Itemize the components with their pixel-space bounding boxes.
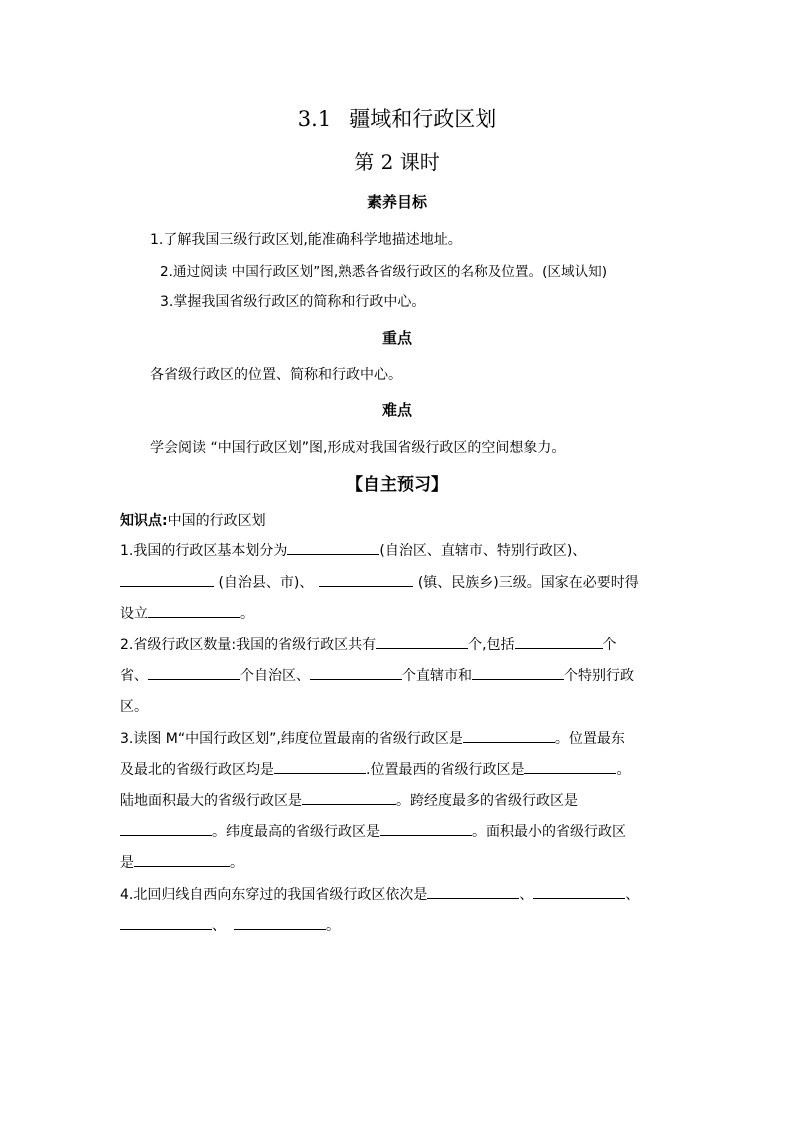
difficulty-text: 学会阅读 “中国行政区划”图,形成对我国省级行政区的空间想象力。 (150, 440, 566, 456)
answer-blank[interactable] (120, 574, 214, 587)
question-text: 、 (212, 918, 226, 934)
question-text: 是 (120, 855, 134, 871)
answer-blank[interactable] (376, 636, 468, 649)
answer-blank[interactable] (302, 792, 396, 805)
answer-blank[interactable] (524, 761, 616, 774)
answer-blank[interactable] (427, 886, 519, 899)
question-text: 4.北回归线自西向东穿过的我国省级行政区依次是 (120, 887, 428, 903)
key-point-heading: 重点 (381, 329, 412, 347)
question-text: 。 (240, 606, 254, 622)
goal-item-2: 2.通过阅读 中国行政区划”图,熟悉各省级行政区的名称及位置。(区域认知) (160, 264, 608, 280)
answer-blank[interactable] (120, 823, 212, 836)
question-text: 。位置最东 (554, 731, 625, 747)
question-text: 陆地面积最大的省级行政区是 (120, 793, 302, 809)
goal-item-1: 1.了解我国三级行政区划,能准确科学地描述地址。 (150, 232, 462, 248)
question-text: 。跨经度最多的省级行政区是 (396, 793, 578, 809)
key-point-text: 各省级行政区的位置、简称和行政中心。 (150, 367, 402, 383)
answer-blank[interactable] (148, 667, 240, 680)
question-text: 个直辖市和 (402, 668, 472, 684)
answer-blank[interactable] (463, 730, 555, 743)
question-text: 。 (230, 855, 244, 871)
question-text: 。 (616, 762, 631, 778)
question-3-line-2 (120, 759, 630, 779)
question-text: 、 (519, 887, 534, 903)
answer-blank[interactable] (134, 854, 230, 867)
preview-heading: 【自主预习】 (346, 475, 448, 495)
answer-blank[interactable] (380, 823, 472, 836)
question-text: 。面积最小的省级行政区 (472, 824, 626, 840)
question-text: 2.省级行政区数量:我国的省级行政区共有 (120, 637, 377, 653)
question-text: 1.我国的行政区基本划分为 (120, 543, 288, 559)
question-text: (自治县、市)、 (214, 575, 314, 591)
answer-blank[interactable] (274, 761, 366, 774)
question-text: (镇、民族乡)三级。国家在必要时得 (413, 575, 639, 591)
answer-blank[interactable] (310, 667, 402, 680)
question-text: 个 (602, 637, 617, 653)
question-text: 个自治区、 (240, 668, 310, 684)
question-text: 省、 (120, 668, 148, 684)
lesson-subtitle: 第 2 课时 (354, 150, 440, 174)
knowledge-label: 知识点: (120, 513, 168, 529)
goal-item-3: 3.掌握我国省级行政区的简称和行政中心。 (160, 294, 426, 310)
question-text: 3.读图 M“中国行政区划”,纬度位置最南的省级行政区是 (120, 731, 463, 747)
question-text: .位置最西的省级行政区是 (366, 762, 525, 778)
question-4-line-1 (120, 884, 639, 904)
knowledge-point (120, 510, 266, 530)
document-title (0, 103, 794, 133)
answer-blank[interactable] (515, 636, 603, 649)
question-3-line-3 (120, 790, 578, 810)
question-text: 及最北的省级行政区均是 (120, 762, 274, 778)
answer-blank[interactable] (533, 886, 625, 899)
difficulty-heading: 难点 (381, 401, 412, 419)
question-text: 。纬度最高的省级行政区是 (212, 824, 380, 840)
question-1-line-3 (120, 603, 254, 623)
answer-blank[interactable] (287, 542, 379, 555)
question-text: 。 (326, 918, 340, 934)
question-3-line-1 (120, 728, 625, 748)
question-text: 个特别行政 (564, 668, 634, 684)
section-title: 疆域和行政区划 (349, 107, 497, 131)
answer-blank[interactable] (319, 574, 413, 587)
answer-blank[interactable] (120, 917, 212, 930)
goals-heading: 素养目标 (366, 193, 427, 211)
question-text: 设立 (120, 606, 148, 622)
question-3-line-5 (120, 852, 244, 872)
question-2-line-2 (120, 665, 634, 685)
question-1-line-2 (120, 572, 639, 592)
question-text: 个,包括 (468, 637, 515, 653)
question-2-line-3: 区。 (120, 699, 148, 715)
knowledge-topic: 中国的行政区划 (167, 513, 266, 529)
question-text: (自治区、直辖市、特别行政区)、 (379, 543, 587, 559)
question-1-line-1 (120, 540, 586, 560)
section-number: 3.1 (297, 107, 332, 131)
question-2-line-1 (120, 634, 617, 654)
answer-blank[interactable] (234, 917, 326, 930)
question-3-line-4 (120, 821, 626, 841)
question-4-line-2 (120, 915, 340, 935)
answer-blank[interactable] (148, 605, 240, 618)
question-text: 、 (625, 887, 640, 903)
answer-blank[interactable] (472, 667, 564, 680)
